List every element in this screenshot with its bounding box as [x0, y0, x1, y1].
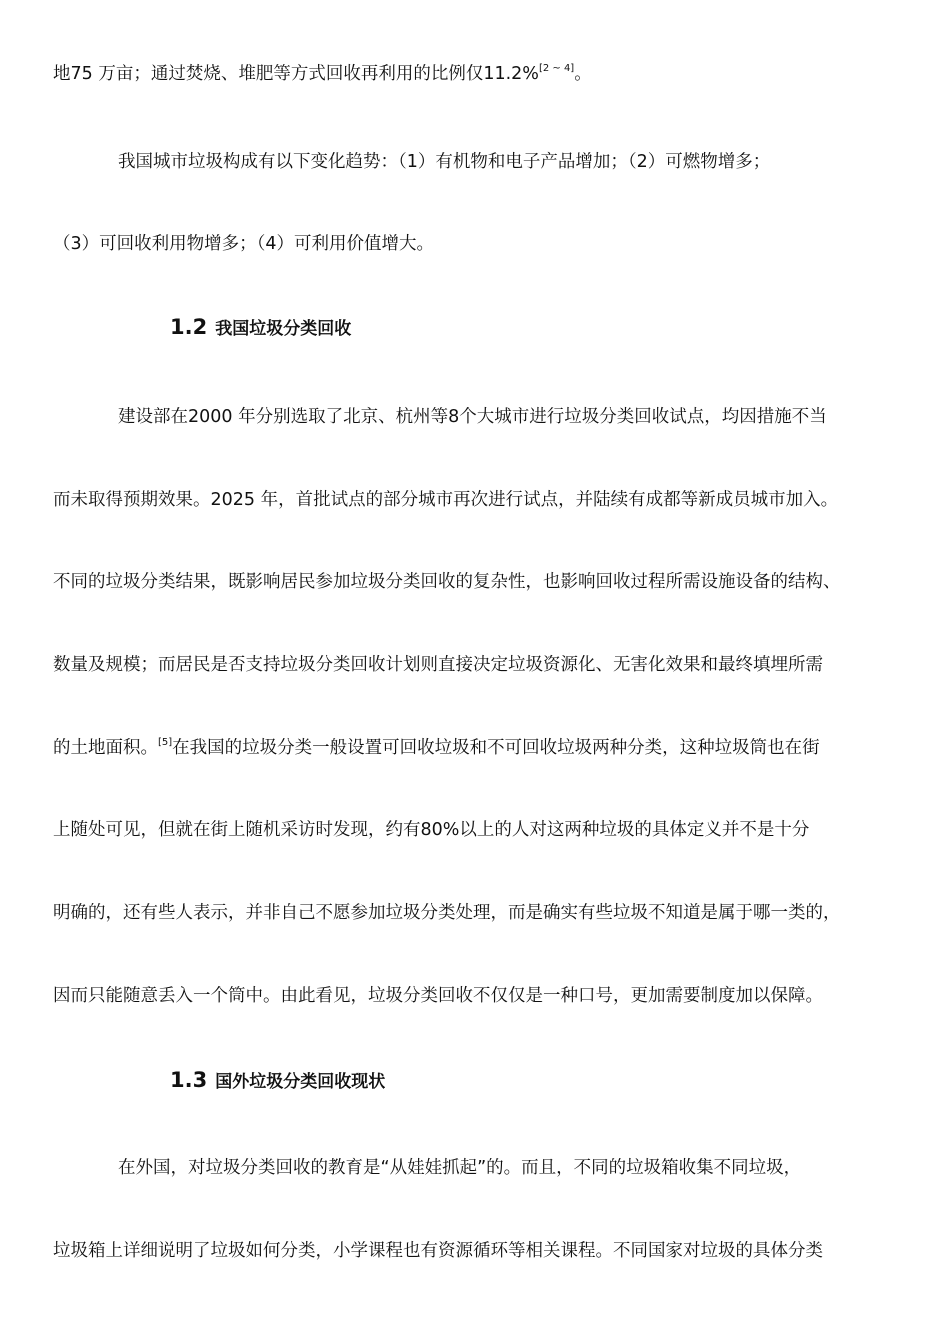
section-title: 国外垃圾分类回收现状	[215, 1072, 386, 1092]
section-number: 1.2	[170, 315, 208, 339]
paragraph-line: 在外国，对垃圾分类回收的教育是“从娃娃抓起”的。而且，不同的垃圾箱收集不同垃圾，	[118, 1158, 802, 1178]
section-title: 我国垃圾分类回收	[215, 319, 352, 339]
paragraph-line: 不同的垃圾分类结果，既影响居民参加垃圾分类回收的复杂性，也影响回收过程所需设施设备的结构、	[53, 572, 841, 592]
paragraph-line: 上随处可见，但就在街上随机采访时发现，约有80%以上的人对这两种垃圾的具体定义并不是十分	[53, 820, 810, 840]
paragraph-line: 我国城市垃圾构成有以下变化趋势：（1）有机物和电子产品增加；（2）可燃物增多；	[118, 152, 771, 172]
text-run: 在我国的垃圾分类一般设置可回收垃圾和不可回收垃圾两种分类，这种垃圾筒也在街	[172, 738, 820, 758]
paragraph-line: 因而只能随意丢入一个筒中。由此看见，垃圾分类回收不仅仅是一种口号，更加需要制度加以保障。	[53, 986, 823, 1006]
text-run: 地75 万亩；通过焚烧、堆肥等方式回收再利用的比例仅11.2%	[53, 64, 539, 84]
section-heading	[170, 314, 351, 339]
paragraph-line	[53, 62, 592, 86]
paragraph-line: 而未取得预期效果。2025 年，首批试点的部分城市再次进行试点，并陆续有成都等新成员城市加入。	[53, 490, 839, 510]
text-run: 的土地面积。	[53, 738, 158, 758]
section-heading	[170, 1067, 385, 1092]
text-run: 。	[574, 64, 592, 84]
paragraph-line: 建设部在2000 年分别选取了北京、杭州等8个大城市进行垃圾分类回收试点，均因措施不当	[118, 407, 827, 427]
paragraph-line	[53, 736, 820, 760]
paragraph-line: 数量及规模；而居民是否支持垃圾分类回收计划则直接决定垃圾资源化、无害化效果和最终填埋所需	[53, 655, 823, 675]
paragraph-line: 明确的，还有些人表示，并非自己不愿参加垃圾分类处理，而是确实有些垃圾不知道是属于哪一类的，	[53, 903, 841, 923]
section-number: 1.3	[170, 1068, 208, 1092]
paragraph-line: （3）可回收利用物增多；（4）可利用价值增大。	[53, 234, 435, 254]
citation-ref: [5]	[158, 737, 173, 748]
citation-ref: [2 ~ 4]	[538, 63, 575, 74]
paragraph-line: 垃圾箱上详细说明了垃圾如何分类，小学课程也有资源循环等相关课程。不同国家对垃圾的具体分类	[53, 1241, 823, 1261]
